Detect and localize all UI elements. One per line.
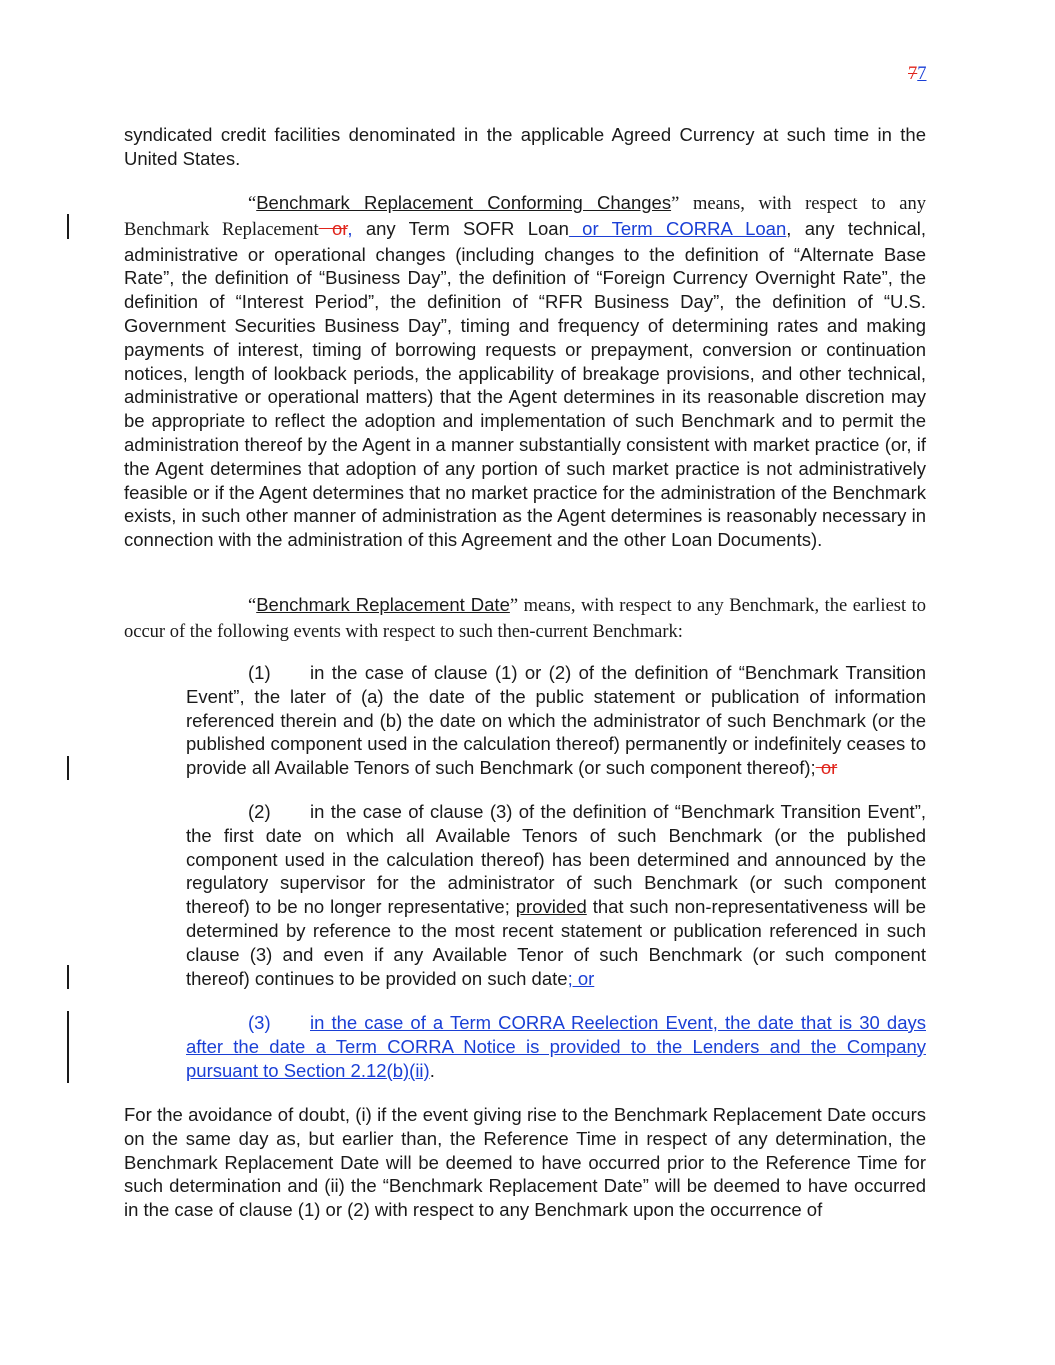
definition-body: , any technical, administrative or operational changes (including changes to the definition of “Alternate Base Rate”, the definition of “Business Day”, the definition of “Foreign Currency Overnight Rate”, the definition of “Interest Period”, the definition of “RFR Business Day”, the definition of “U.S. Government Securities Business Day”, timing and frequency of determining rates and making payments of interest, timing of borrowing requests or prepayment, conversion or continuation notices, length of lookback periods, the applicability of breakage provisions, and other technical, administrative or operational matters) that the Agent determines in its reasonable discretion may be appropriate to reflect the adoption and implementation of such Benchmark and to permit the administration thereof by the Agent in a manner substantially consistent with market practice (or, if the Agent determines that adoption of any portion of such market practice is not administratively feasible or if the Agent determines that no market practice for the administration of the Benchmark exists, in such other manner of administration as the Agent determines is reasonably necessary in connection with the administration of this Agreement and the other Loan Documents). bbox=[124, 217, 926, 551]
clause-3 bbox=[186, 1011, 926, 1082]
deleted-text: or bbox=[815, 757, 838, 779]
change-bar bbox=[67, 756, 69, 780]
definition-replacement-date bbox=[124, 593, 926, 645]
deleted-text: or bbox=[318, 217, 348, 239]
inserted-text: in the case of a Term CORRA Reelection Event, the date that is 30 days after the date a Term CORRA Notice is provided to the Lenders and the Company pursuant to Section 2.12(b)(ii) bbox=[186, 1012, 926, 1081]
change-bar bbox=[67, 214, 69, 239]
clause-text: in the case of clause (3) of the definition of “Benchmark Transition Event”, the first date on which all Available Tenors of such Benchmark (or the published component used in the calculation thereof) has been determined and announced by the regulatory supervisor for the administrator of such Benchmark (or such component thereof) to be no longer representative; bbox=[186, 801, 926, 918]
term-sofr-text: any Term SOFR Loan bbox=[352, 217, 569, 239]
open-quote: “ bbox=[248, 194, 257, 214]
provided-term: provided bbox=[515, 896, 587, 918]
means-phrase: ” means, with respect to any Benchmark Replacement bbox=[124, 194, 926, 240]
page-number bbox=[908, 64, 927, 85]
clause-2 bbox=[186, 800, 926, 990]
avoidance-paragraph: For the avoidance of doubt, (i) if the event giving rise to the Benchmark Replacement Date occurs on the same day as, but earlier than, the Reference Time in respect of any determination, the Benchmark Replacement Date will be deemed to have occurred prior to the Reference Time for such determination and (ii) the “Benchmark Replacement Date” will be deemed to have occurred in the case of clause (1) or (2) with respect to any Benchmark upon the occurrence of bbox=[124, 1104, 926, 1221]
clause-text: that such non-representativeness will be determined by reference to the most recent statement or publication referenced in such clause (3) and even if any Available Tenor of such Benchmark (or such component thereof) continues to be provided on such date bbox=[186, 896, 926, 989]
change-bar bbox=[67, 1011, 69, 1083]
page-number-deleted: 7 bbox=[908, 64, 918, 84]
clause-text: in the case of clause (1) or (2) of the definition of “Benchmark Transition Event”, the later of (a) the date of the public statement or publication of information referenced therein and (b) the date on which the administrator of such Benchmark (or the published component used in the calculation thereof) permanently or indefinitely ceases to provide all Available Tenors of such Benchmark (or such component thereof); bbox=[186, 662, 926, 779]
clause-number: (1) bbox=[248, 662, 271, 683]
inserted-text: or Term CORRA Loan bbox=[568, 217, 787, 239]
inserted-text: , bbox=[347, 217, 353, 239]
means-phrase: ” means, with respect to any Benchmark, the earliest to occur of the following events with respect to such then-current Benchmark: bbox=[124, 596, 926, 642]
clause-end: . bbox=[429, 1059, 435, 1081]
open-quote: “ bbox=[248, 596, 257, 616]
change-bar bbox=[67, 965, 69, 989]
defined-term: Benchmark Replacement Date bbox=[256, 594, 510, 615]
clause-number: (3) bbox=[248, 1012, 271, 1033]
page-number-inserted: 7 bbox=[917, 64, 927, 84]
inserted-text: ; or bbox=[567, 967, 595, 989]
clause-1 bbox=[186, 661, 926, 780]
clause-number: (2) bbox=[248, 801, 271, 822]
defined-term: Benchmark Replacement Conforming Changes bbox=[256, 192, 672, 213]
definition-conforming-changes bbox=[124, 191, 926, 552]
continued-paragraph: syndicated credit facilities denominated in the applicable Agreed Currency at such time in the United States. bbox=[124, 124, 926, 169]
